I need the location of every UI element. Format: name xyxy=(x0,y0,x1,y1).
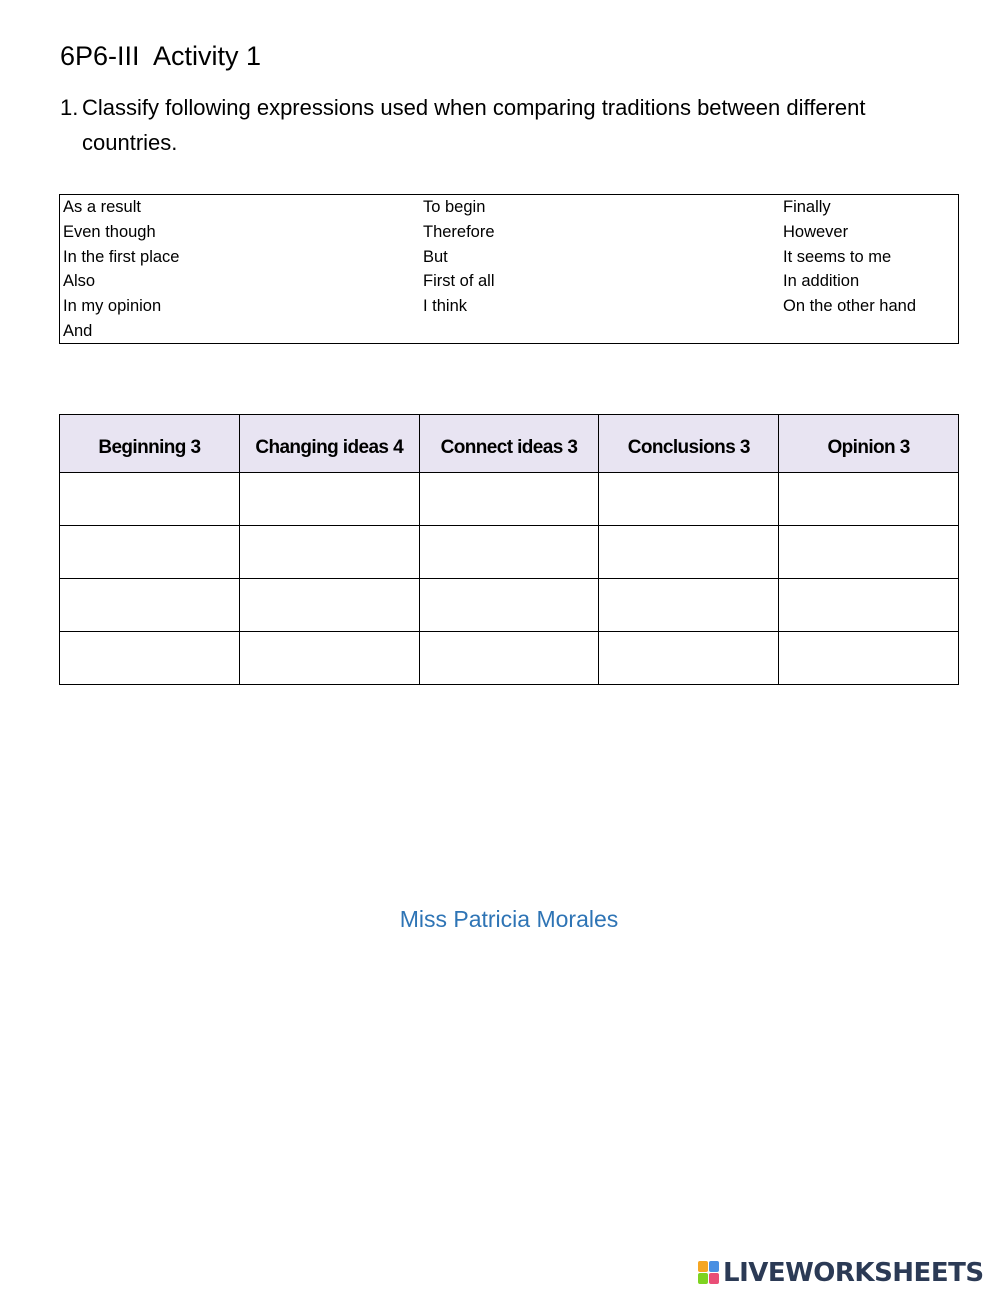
answer-drop-zone[interactable] xyxy=(239,632,419,685)
word-item[interactable]: In the first place xyxy=(63,247,180,266)
header-changing-ideas: Changing ideas 4 xyxy=(239,415,419,473)
logo-square xyxy=(698,1273,708,1284)
word-item[interactable]: But xyxy=(423,247,448,266)
answer-drop-zone[interactable] xyxy=(419,526,599,579)
page-title: 6P6-III Activity 1 xyxy=(60,41,262,71)
answer-table-header-row xyxy=(60,415,959,473)
word-item[interactable]: First of all xyxy=(423,272,495,291)
answer-drop-zone[interactable] xyxy=(779,473,959,526)
word-item[interactable]: On the other hand xyxy=(783,297,917,316)
word-item[interactable]: As a result xyxy=(63,198,141,216)
word-item[interactable]: However xyxy=(783,222,849,241)
answer-drop-zone[interactable] xyxy=(419,579,599,632)
answer-drop-zone[interactable] xyxy=(779,632,959,685)
answer-drop-zone[interactable] xyxy=(419,473,599,526)
word-item[interactable]: In addition xyxy=(783,272,860,291)
question-number: 1. xyxy=(60,95,79,120)
word-item[interactable]: Finally xyxy=(783,198,831,216)
logo-square xyxy=(709,1273,719,1284)
word-item[interactable]: And xyxy=(63,321,93,340)
answer-row xyxy=(60,473,959,526)
question-text: Classify following expressions used when comparing traditions between different countries. xyxy=(82,95,866,155)
answer-row xyxy=(60,526,959,579)
header-beginning: Beginning 3 xyxy=(60,415,240,473)
word-item[interactable]: Also xyxy=(63,272,96,291)
answer-drop-zone[interactable] xyxy=(60,526,240,579)
answer-table xyxy=(59,414,959,685)
logo-square xyxy=(698,1261,708,1272)
answer-drop-zone[interactable] xyxy=(599,632,779,685)
word-bank-column-3 xyxy=(783,195,916,319)
word-item[interactable]: I think xyxy=(423,297,468,316)
brand-name: LIVEWORKSHEETS xyxy=(723,1258,984,1288)
answer-drop-zone[interactable] xyxy=(239,579,419,632)
header-connect-ideas: Connect ideas 3 xyxy=(419,415,599,473)
word-item[interactable]: To begin xyxy=(423,198,486,216)
answer-drop-zone[interactable] xyxy=(60,473,240,526)
answer-drop-zone[interactable] xyxy=(779,579,959,632)
teacher-signature: Miss Patricia Morales xyxy=(399,906,619,932)
answer-drop-zone[interactable] xyxy=(599,579,779,632)
answer-drop-zone[interactable] xyxy=(419,632,599,685)
answer-drop-zone[interactable] xyxy=(239,526,419,579)
word-item[interactable]: It seems to me xyxy=(783,247,892,266)
word-item[interactable]: Therefore xyxy=(423,222,495,241)
word-bank-column-1 xyxy=(63,195,179,344)
answer-drop-zone[interactable] xyxy=(60,579,240,632)
answer-row xyxy=(60,579,959,632)
answer-drop-zone[interactable] xyxy=(239,473,419,526)
answer-drop-zone[interactable] xyxy=(779,526,959,579)
liveworksheets-logo-icon xyxy=(698,1261,720,1285)
answer-row xyxy=(60,632,959,685)
header-opinion: Opinion 3 xyxy=(779,415,959,473)
question-1 xyxy=(60,90,960,160)
word-item[interactable]: Even though xyxy=(63,222,156,241)
header-conclusions: Conclusions 3 xyxy=(599,415,779,473)
logo-square xyxy=(709,1261,719,1272)
word-item[interactable]: In my opinion xyxy=(63,297,162,316)
answer-drop-zone[interactable] xyxy=(60,632,240,685)
brand-footer xyxy=(698,1258,984,1288)
word-bank xyxy=(59,194,959,344)
answer-drop-zone[interactable] xyxy=(599,526,779,579)
word-bank-column-2 xyxy=(423,195,495,319)
answer-drop-zone[interactable] xyxy=(599,473,779,526)
